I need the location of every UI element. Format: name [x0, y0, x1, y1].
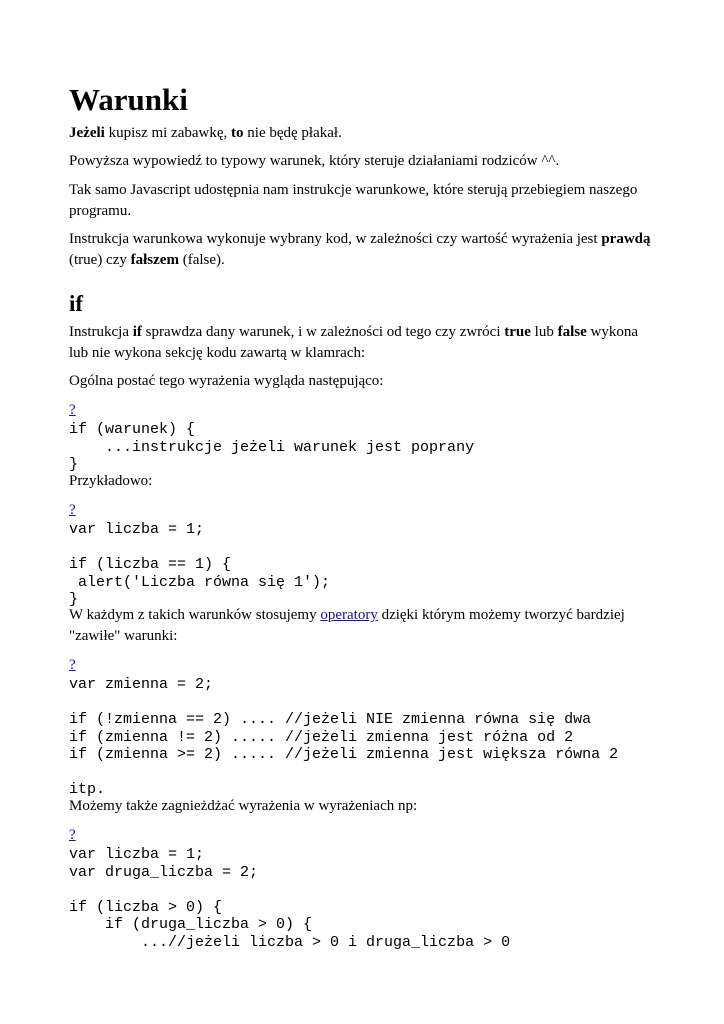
if-paragraph-4: W każdym z takich warunków stosujemy operatory dzięki którym możemy tworzyć bardziej "zawiłe" warunki:	[69, 607, 625, 644]
if-paragraph-1: Instrukcja if sprawdza dany warunek, i w zależności od tego czy zwróci true lub false wykona lub nie wykona sekcję kodu zawartą w klamrach:	[69, 324, 639, 361]
operators-link[interactable]: operatory	[320, 607, 378, 623]
code-toggle-link[interactable]: ?	[69, 657, 76, 673]
intro-paragraph-3: Tak samo Javascript udostępnia nam instrukcje warunkowe, które sterują przebiegiem naszego programu.	[69, 182, 638, 219]
intro-paragraph-4: Instrukcja warunkowa wykonuje wybrany kod, w zależności czy wartość wyrażenia jest prawdą (true) czy fałszem (false).	[69, 231, 651, 268]
if-paragraph-5: Możemy także zagnieżdżać wyrażenia w wyrażeniach np:	[69, 798, 418, 814]
code-block-example: var liczba = 1; if (liczba == 1) { alert('Liczba równa się 1'); }	[69, 521, 331, 608]
code-toggle-link[interactable]: ?	[69, 402, 76, 418]
intro-paragraph-2: Powyższa wypowiedź to typowy warunek, który steruje działaniami rodziców ^^.	[69, 153, 560, 169]
if-paragraph-2: Ogólna postać tego wyrażenia wygląda następująco:	[69, 373, 384, 389]
code-block-operators: var zmienna = 2; if (!zmienna == 2) .... //jeżeli NIE zmienna równa się dwa if (zmienna != 2) ..... //jeżeli zmienna jest różna od 2 if (zmienna >= 2) ..... //jeżeli zmienna jest większa równa 2 itp.	[69, 676, 619, 798]
code-toggle-link[interactable]: ?	[69, 827, 76, 843]
code-toggle-link[interactable]: ?	[69, 502, 76, 518]
intro-paragraph-1: Jeżeli kupisz mi zabawkę, to nie będę płakał.	[69, 125, 342, 141]
code-block-general-form: if (warunek) { ...instrukcje jeżeli warunek jest poprany }	[69, 421, 475, 473]
page-title: Warunki	[69, 82, 188, 117]
if-paragraph-3: Przykładowo:	[69, 473, 153, 489]
code-block-nested: var liczba = 1; var druga_liczba = 2; if (liczba > 0) { if (druga_liczba > 0) { ...//jeżeli liczba > 0 i druga_liczba > 0	[69, 846, 511, 951]
section-heading-if: if	[69, 291, 84, 316]
